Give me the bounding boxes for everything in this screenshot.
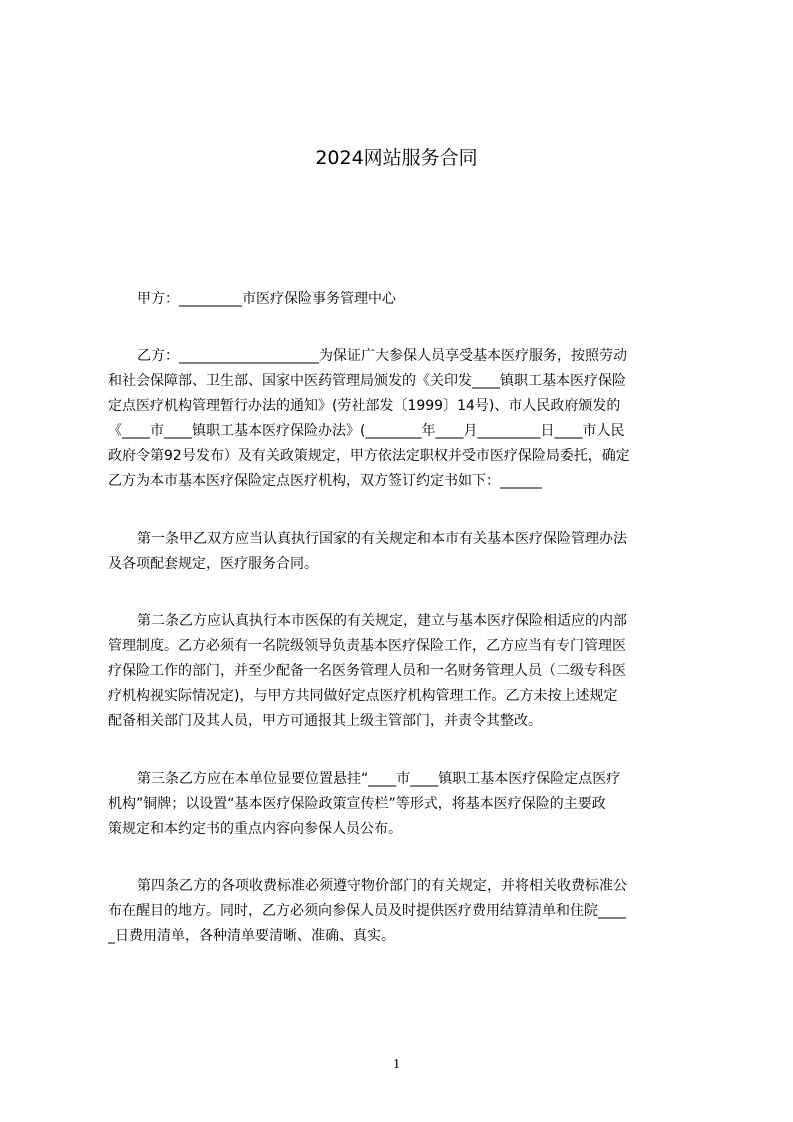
party-b-line-4: 《____市____镇职工基本医疗保险办法》(________年____月_________日____市人民 [108, 423, 625, 439]
article-2-line-5: 配备相关部门及其人员，甲方可通报其上级主管部门，并责令其整改。 [108, 713, 542, 729]
party-a-line: 甲方：_________市医疗保险事务管理中心 [137, 291, 396, 307]
article-2-line-4: 疗机构视实际情况定)，与甲方共同做好定点医疗机构管理工作。乙方未按上述规定 [108, 688, 618, 704]
party-b-line-2: 和社会保障部、卫生部、国家中医药管理局颁发的《关印发____镇职工基本医疗保险 [108, 373, 626, 389]
article-2-line-3: 疗保险工作的部门，并至少配备一名医务管理人员和一名财务管理人员（二级专科医 [108, 663, 626, 679]
article-3-line-2: 机构”铜牌；以设置“基本医疗保险政策宣传栏”等形式，将基本医疗保险的主要政 [108, 796, 606, 812]
page-number: 1 [393, 1057, 400, 1072]
article-1-line-1: 第一条甲乙双方应当认真执行国家的有关规定和本市有关基本医疗保险管理办法 [137, 531, 627, 547]
article-4-line-3: _日费用清单，各种清单要清晰、准确、真实。 [108, 928, 395, 944]
article-3-line-3: 策规定和本约定书的重点内容向参保人员公布。 [108, 821, 402, 837]
party-b-line-5: 政府令第92号发布）及有关政策规定，甲方依法定职权并受市医疗保险局委托，确定 [108, 448, 630, 464]
document-title: 2024网站服务合同 [315, 147, 478, 169]
article-4-line-1: 第四条乙方的各项收费标准必须遵守物价部门的有关规定，并将相关收费标准公 [137, 878, 627, 894]
article-2-line-2: 管理制度。乙方必须有一名院级领导负责基本医疗保险工作，乙方应当有专门管理医 [108, 638, 626, 654]
party-b-line-1: 乙方：____________________为保证广大参保人员享受基本医疗服务，按照劳动 [137, 348, 627, 364]
article-3-line-1: 第三条乙方应在本单位显要位置悬挂“____市____镇职工基本医疗保险定点医疗 [137, 771, 621, 787]
article-2-line-1: 第二条乙方应认真执行本市医保的有关规定，建立与基本医疗保险相适应的内部 [137, 613, 627, 629]
party-b-line-6: 乙方为本市基本医疗保险定点医疗机构，双方签订约定书如下：______ [108, 473, 542, 489]
party-b-line-3: 定点医疗机构管理暂行办法的通知》(劳社部发〔1999〕14号)、市人民政府颁发的 [108, 398, 621, 414]
article-1-line-2: 及各项配套规定，医疗服务合同。 [108, 556, 318, 572]
article-4-line-2: 布在醒目的地方。同时，乙方必须向参保人员及时提供医疗费用结算清单和住院____ [108, 903, 626, 919]
